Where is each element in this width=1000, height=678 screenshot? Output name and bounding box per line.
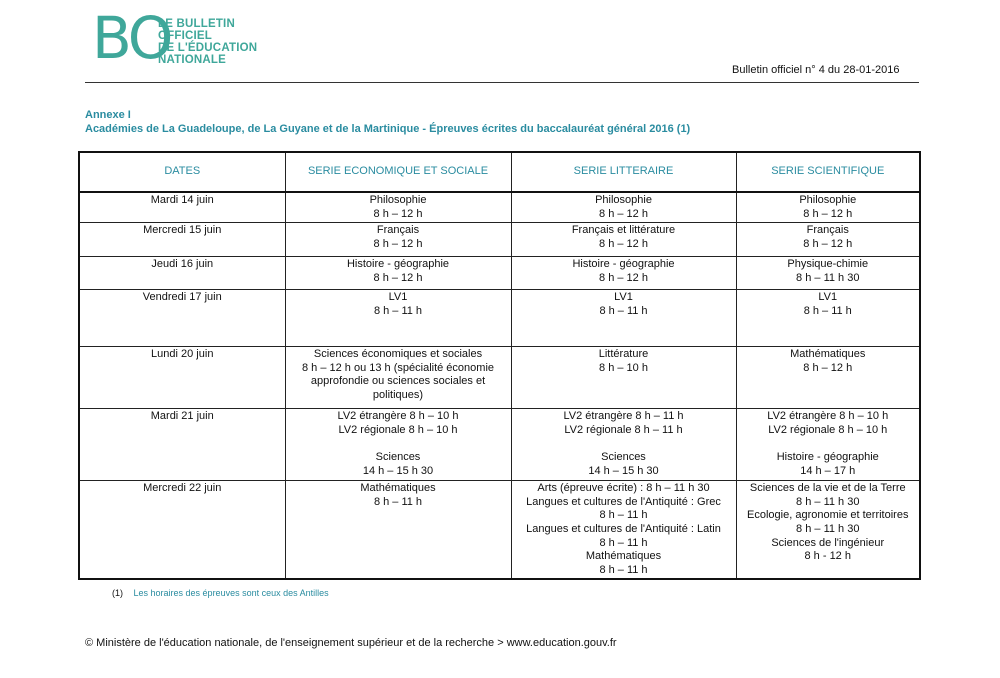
exam-line: LV2 régionale 8 h – 10 h [338,423,458,436]
exam-line: 8 h – 12 h [599,271,648,284]
header-serie-l: SERIE LITTERAIRE [511,152,736,192]
exam-line: 8 h – 11 h 30 [796,495,860,508]
exam-line: 8 h – 12 h [803,207,853,220]
date-cell: Mardi 14 juin [79,192,285,223]
exam-cell-eco [285,192,511,223]
exam-cell-lit [511,223,736,257]
date-cell: Jeudi 16 juin [79,257,285,290]
exam-line: Histoire - géographie [346,258,450,271]
exam-line: Français et littérature [571,224,676,237]
header-serie-s: SERIE SCIENTIFIQUE [736,152,920,192]
exam-line: Philosophie [369,194,427,206]
exam-line: 14 h – 15 h 30 [362,464,434,477]
logo-line: DE L'ÉDUCATION [158,42,258,54]
bulletin-reference: Bulletin officiel n° 4 du 28-01-2016 [732,64,900,76]
exam-cell-sci [736,347,920,409]
table-body [79,192,920,579]
table-row [79,223,920,257]
exam-line: Langues et cultures de l'Antiquité : Grec [526,495,721,508]
exam-line: Philosophie [595,194,652,206]
header-divider [85,82,919,83]
annex-heading [85,108,690,136]
exam-line: Histoire - géographie [572,258,675,271]
exam-line [290,437,507,451]
exam-line: 8 h – 11 h [373,304,423,317]
exam-line [741,437,916,451]
exam-line: 8 h – 11 h [599,563,648,576]
logo-mark: BO [92,4,171,72]
exam-cell-lit [511,290,736,347]
header-dates: DATES [79,152,285,192]
logo-line: NATIONALE [158,54,227,66]
exam-line: 14 h – 17 h [800,464,856,477]
exam-line: Sciences de l'ingénieur [771,536,885,549]
exam-line: LV2 régionale 8 h – 10 h [768,423,888,436]
exam-line: 8 h – 12 h [803,361,853,374]
exam-line: 8 h – 11 h 30 [796,271,860,284]
exam-line: Sciences de la vie et de la Terre [749,482,906,495]
exam-cell-sci [736,192,920,223]
exam-line: Français [806,224,849,237]
exam-line: approfondie ou sciences sociales et [310,375,486,388]
exam-line: 8 h – 12 h [599,237,648,250]
footnote-marker: (1) [112,588,123,598]
exam-cell-lit [511,481,736,580]
exam-line: Sciences [375,450,421,463]
date-cell: Vendredi 17 juin [79,290,285,347]
exam-line: Mathématiques [790,348,866,361]
exam-line: 14 h – 15 h 30 [588,464,659,477]
exam-line: LV1 [614,291,633,304]
exam-line: Littérature [598,348,649,361]
exam-line: 8 h – 11 h [599,536,648,549]
exam-line: Physique-chimie [787,258,869,271]
exam-line: Mathématiques [585,550,662,563]
exam-cell-sci [736,481,920,580]
exam-line: Philosophie [799,194,857,206]
exam-cell-eco [285,481,511,580]
exam-line: 8 h – 12 h [373,237,423,250]
exam-cell-sci [736,257,920,290]
header-serie-es: SERIE ECONOMIQUE ET SOCIALE [285,152,511,192]
exam-line: Mathématiques [360,482,436,495]
exam-line: LV2 étrangère 8 h – 10 h [767,410,889,423]
exam-line: Langues et cultures de l'Antiquité : Latin [526,522,721,535]
exam-line: Sciences économiques et sociales [313,348,483,361]
exam-line: Ecologie, agronomie et territoires [747,509,909,522]
exam-line: Histoire - géographie [776,450,879,463]
annex-label: Annexe I [85,109,131,121]
logo-line: LE BULLETIN [158,18,235,30]
exam-cell-sci [736,409,920,481]
exam-line: 8 h – 12 h ou 13 h (spécialité économie [301,361,495,374]
exam-line: 8 h – 11 h 30 [796,522,860,535]
table-row [79,192,920,223]
exam-line: LV2 étrangère 8 h – 10 h [337,410,459,423]
footnote [112,588,329,598]
table-row [79,481,920,580]
date-cell: Lundi 20 juin [79,347,285,409]
exam-line: 8 h – 10 h [599,361,648,374]
exam-line: Arts (épreuve écrite) : 8 h – 11 h 30 [537,482,710,495]
exam-line: Français [376,224,420,237]
exam-cell-sci [736,223,920,257]
table-row [79,409,920,481]
exam-line: LV2 régionale 8 h – 11 h [564,423,683,436]
exam-cell-eco [285,347,511,409]
exam-line: 8 h – 12 h [373,271,423,284]
exam-line: LV1 [388,291,408,304]
exam-line: 8 h – 12 h [373,207,423,220]
footnote-text: Les horaires des épreuves sont ceux des Antilles [133,588,329,598]
exam-cell-lit [511,192,736,223]
exam-cell-lit [511,257,736,290]
date-cell: Mardi 21 juin [79,409,285,481]
date-cell: Mercredi 15 juin [79,223,285,257]
exam-schedule-table [78,151,921,580]
table-header-row [79,152,920,192]
exam-cell-eco [285,290,511,347]
exam-line: 8 h – 11 h [599,304,648,317]
exam-cell-eco [285,409,511,481]
exam-line: 8 h – 11 h [373,495,423,508]
annex-title: Académies de La Guadeloupe, de La Guyane et de la Martinique - Épreuves écrites du baccalauréat général 2016 (1) [85,123,691,135]
exam-cell-eco [285,223,511,257]
exam-line: politiques) [372,388,424,401]
logo-wordmark [158,18,257,66]
table-row [79,290,920,347]
exam-line: 8 h – 11 h [803,304,852,317]
exam-line: 8 h - 12 h [804,550,851,563]
exam-line: 8 h – 12 h [803,237,853,250]
logo-line: OFFICIEL [158,30,212,42]
table-row [79,257,920,290]
date-cell: Mercredi 22 juin [79,481,285,580]
table-row [79,347,920,409]
exam-line [516,437,732,451]
page-footer: © Ministère de l'éducation nationale, de l'enseignement supérieur et de la recherche > www.education.gouv.fr [85,637,617,649]
exam-line: 8 h – 11 h [599,509,648,522]
exam-cell-lit [511,347,736,409]
exam-cell-lit [511,409,736,481]
exam-line: 8 h – 12 h [599,207,648,220]
exam-cell-eco [285,257,511,290]
exam-line: LV1 [818,291,838,304]
exam-line: LV2 étrangère 8 h – 11 h [563,410,684,423]
exam-line: Sciences [601,450,646,463]
exam-cell-sci [736,290,920,347]
